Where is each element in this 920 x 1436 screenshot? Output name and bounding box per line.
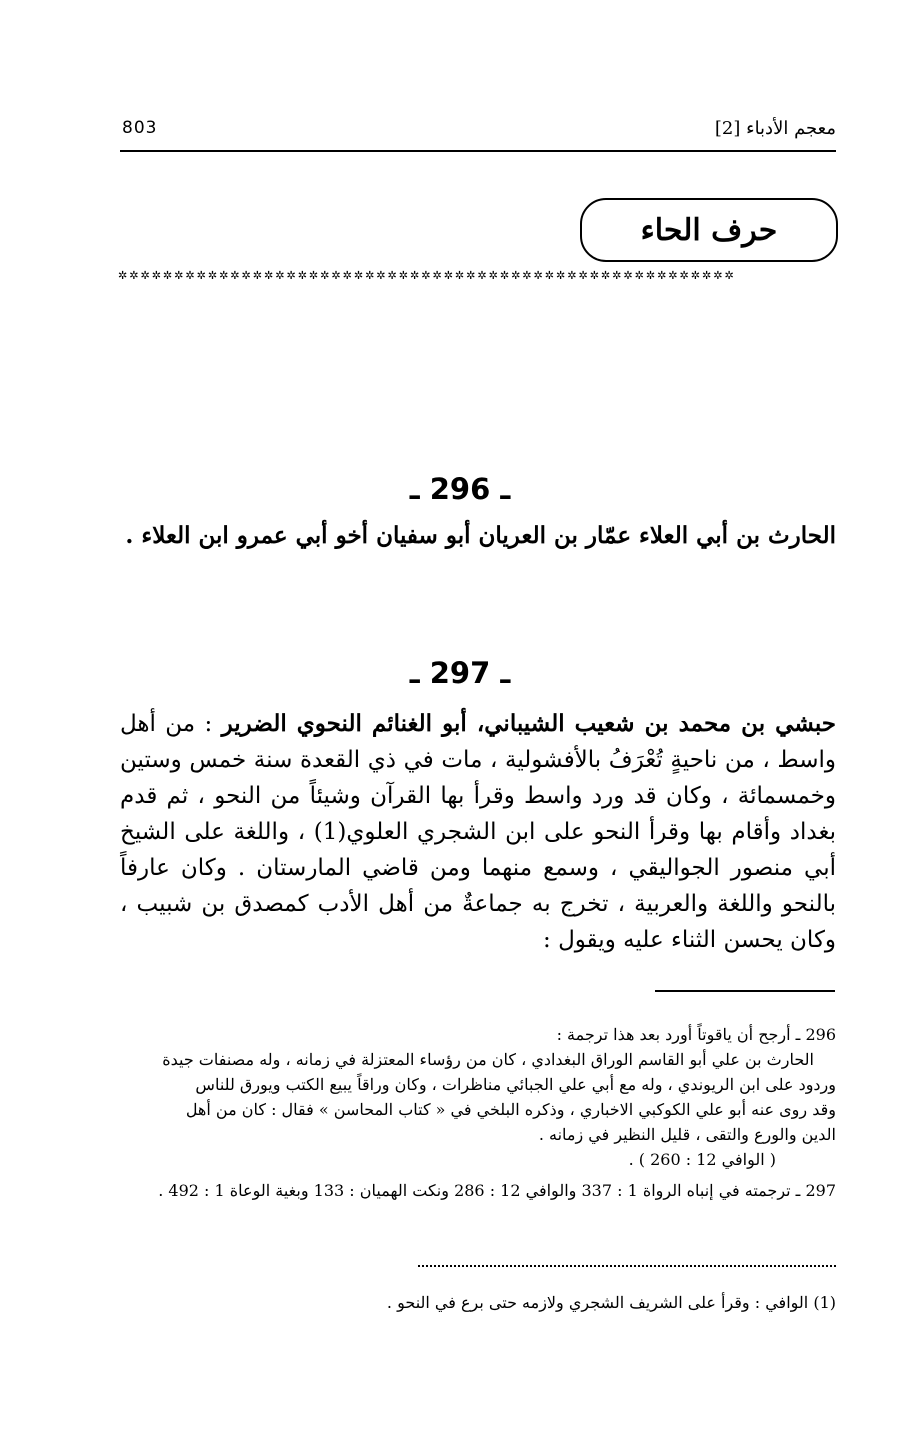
section-title-frame	[580, 198, 838, 262]
entry-number-297: ـ 297 ـ	[409, 656, 511, 690]
page-number: 803	[122, 118, 158, 138]
note-296-line: الحارث بن علي أبو القاسم الوراق البغدادي ، كان من رؤساء المعتزلة في زمانه ، وله مصنفات جيدة	[162, 1050, 814, 1069]
book-title: معجم الأدباء [2]	[714, 118, 836, 139]
note-296-line: وقد روى عنه أبو علي الكوكبي الاخباري ، وذكره البلخي في « كتاب المحاسن » فقال : كان من أهل	[185, 1100, 836, 1119]
note-296-head: 296 ـ أرجح أن ياقوتاً أورد بعد هذا ترجمة :	[556, 1025, 836, 1044]
note-296-line: وردود على ابن الريوندي ، وله مع أبي علي الجبائي مناظرات ، وكان وراقاً يبيع الكتب ويورق للناس	[195, 1075, 836, 1094]
star-ornament-divider: ✲✲✲✲✲✲✲✲✲✲✲✲✲✲✲✲✲✲✲✲✲✲✲✲✲✲✲✲✲✲✲✲✲✲✲✲✲✲✲✲✲✲✲✲✲✲✲✲✲✲✲✲✲✲✲	[118, 265, 736, 283]
header-rule	[120, 150, 836, 152]
entry-296-name: الحارث بن أبي العلاء عمّار بن العريان أبو سفيان أخو أبي عمرو ابن العلاء .	[125, 522, 836, 549]
entry-297-name: حبشي بن محمد بن شعيب الشيباني، أبو الغنائم النحوي الضرير	[221, 710, 836, 737]
note-297: 297 ـ ترجمته في إنباه الرواة 1 : 337 والوافي 12 : 286 ونكت الهميان : 133 وبغية الوعاة 1 : 492 .	[158, 1181, 836, 1200]
note-296-line: الدين والورع والتقى ، قليل النظير في زمانه .	[538, 1125, 836, 1144]
footnote-separator	[655, 990, 835, 992]
running-header	[120, 118, 836, 144]
footnotes	[120, 1290, 836, 1315]
entry-296-text	[120, 518, 836, 554]
entry-297-text	[120, 706, 836, 958]
entry-297-body: : من أهل واسط ، من ناحيةٍ تُعْرَفُ بالأفشولية ، مات في ذي القعدة سنة خمس وستين وخمسمائة ، وكان قد ورد واسط وقرأ بها القرآن وشيئاً من النحو ، ثم قدم بغداد وأقام بها وقرأ النحو على ابن الشجري العلوي(1) ، واللغة على الشيخ أبي منصور الجواليقي ، وسمع منهما ومن قاضي المارستان . وكان عارفاً بالنحو واللغة والعربية ، تخرج به جماعةٌ من أهل الأدب كمصدق بن شبيب ، وكان يحسن الثناء عليه ويقول :	[120, 711, 836, 953]
footnote-1: (1) الوافي : وقرأ على الشريف الشجري ولازمه حتى برع في النحو .	[386, 1293, 836, 1312]
section-title: حرف الحاء	[640, 212, 778, 248]
note-296-source: ( الوافي 12 : 260 ) .	[628, 1150, 776, 1169]
entry-number-296: ـ 296 ـ	[409, 472, 511, 506]
editor-notes	[120, 1022, 836, 1203]
dotted-separator	[418, 1265, 836, 1267]
